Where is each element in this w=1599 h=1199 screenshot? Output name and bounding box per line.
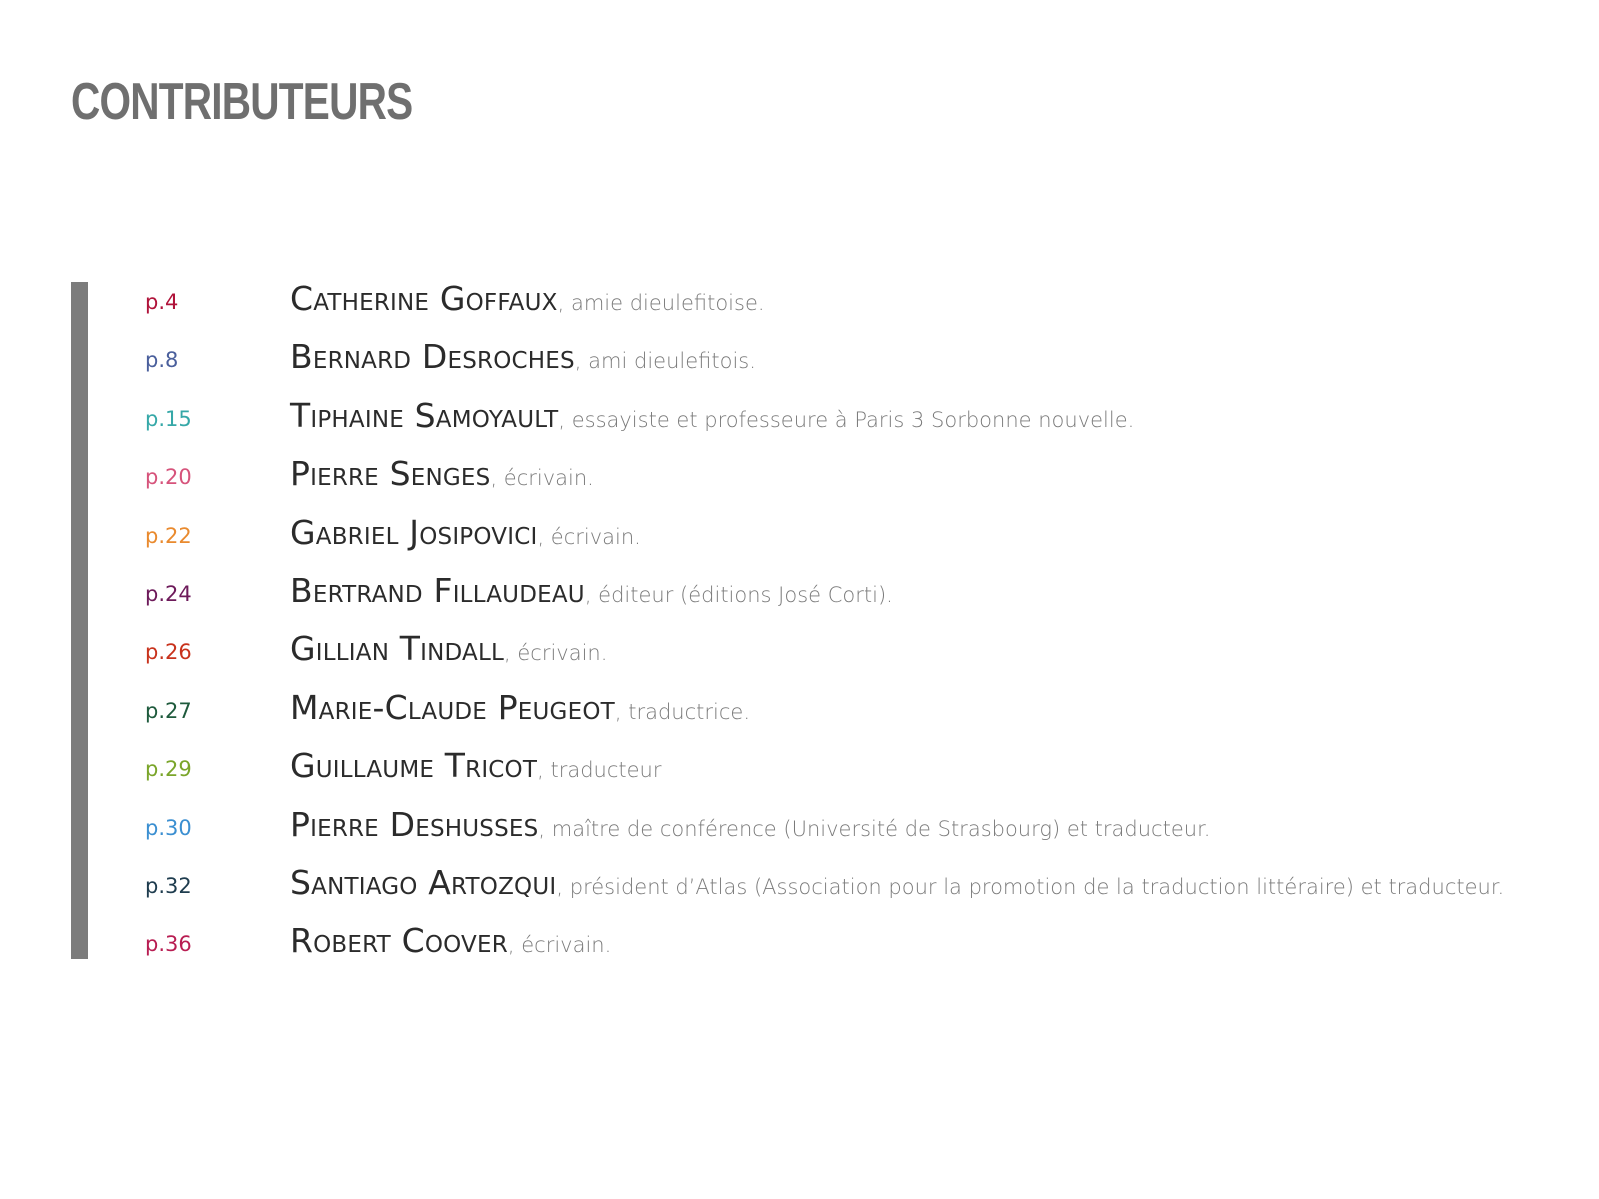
contributor-description: , écrivain.	[504, 641, 608, 666]
page-ref[interactable]: p.30	[145, 815, 192, 840]
list-item	[0, 863, 1599, 921]
page-ref[interactable]: p.24	[145, 581, 192, 606]
contributor-entry	[290, 279, 765, 325]
contributor-description: , maître de conférence (Université de Strasbourg) et traducteur.	[538, 816, 1211, 841]
list-item	[0, 454, 1599, 512]
page-ref[interactable]: p.27	[145, 698, 192, 723]
contributor-description: , traducteur	[537, 758, 662, 783]
contributor-entry	[290, 513, 641, 559]
contributor-entry	[290, 337, 756, 383]
page-title: CONTRIBUTEURS	[71, 73, 413, 131]
contributor-description: , écrivain.	[490, 466, 594, 491]
contributor-entry	[290, 805, 1210, 851]
contributor-name: Robert Coover	[290, 921, 508, 961]
contributor-entry	[290, 688, 750, 734]
contributor-name: Tiphaine Samoyault	[290, 395, 559, 435]
contributor-name: Marie-Claude Peugeot	[290, 687, 615, 727]
list-item	[0, 688, 1599, 746]
contributor-name: Gabriel Josipovici	[290, 512, 538, 552]
contributors-list	[0, 279, 1599, 980]
contributor-description: , président d’Atlas (Association pour la promotion de la traduction littéraire) et traducteur.	[556, 874, 1505, 899]
list-item	[0, 396, 1599, 454]
contributor-description: , amie dieulefitoise.	[557, 291, 765, 315]
contributor-description: , essayiste et professeure à Paris 3 Sorbonne nouvelle.	[558, 407, 1135, 432]
contributor-description: , écrivain.	[507, 933, 612, 958]
page-ref[interactable]: p.4	[145, 290, 179, 314]
page-ref[interactable]: p.32	[145, 873, 192, 898]
list-item	[0, 921, 1599, 979]
contributor-description: , éditeur (éditions José Corti).	[584, 582, 893, 607]
contributor-name: Pierre Deshusses	[290, 804, 539, 844]
contributor-name: Gillian Tindall	[290, 629, 505, 669]
contributor-description: , traductrice.	[614, 699, 750, 724]
page-ref[interactable]: p.36	[145, 932, 192, 957]
page-ref[interactable]: p.22	[145, 523, 192, 548]
list-item	[0, 571, 1599, 629]
list-item	[0, 279, 1599, 337]
contributor-description: , écrivain.	[537, 524, 641, 549]
list-item	[0, 746, 1599, 804]
contributor-entry	[290, 746, 662, 792]
contributor-entry	[290, 921, 611, 967]
list-item	[0, 337, 1599, 395]
contributor-entry	[290, 629, 607, 675]
contributor-name: Pierre Senges	[290, 454, 491, 494]
contributor-entry	[290, 396, 1134, 442]
contributor-name: Bernard Desroches	[290, 337, 575, 377]
contributor-name: Catherine Goffaux	[290, 279, 558, 318]
contributor-name: Guillaume Tricot	[290, 746, 538, 786]
list-item	[0, 629, 1599, 687]
contributor-entry	[290, 571, 893, 617]
page-ref[interactable]: p.20	[145, 465, 192, 490]
page-ref[interactable]: p.26	[145, 640, 192, 665]
contributor-entry	[290, 863, 1504, 909]
list-item	[0, 805, 1599, 863]
page-ref[interactable]: p.15	[145, 406, 192, 431]
page-ref[interactable]: p.8	[145, 348, 179, 373]
page-ref[interactable]: p.29	[145, 757, 192, 782]
list-item	[0, 513, 1599, 571]
contributor-description: , ami dieulefitois.	[574, 349, 756, 374]
contributor-name: Santiago Artozqui	[290, 862, 557, 902]
contributor-entry	[290, 454, 594, 500]
contributor-name: Bertrand Fillaudeau	[290, 570, 585, 610]
